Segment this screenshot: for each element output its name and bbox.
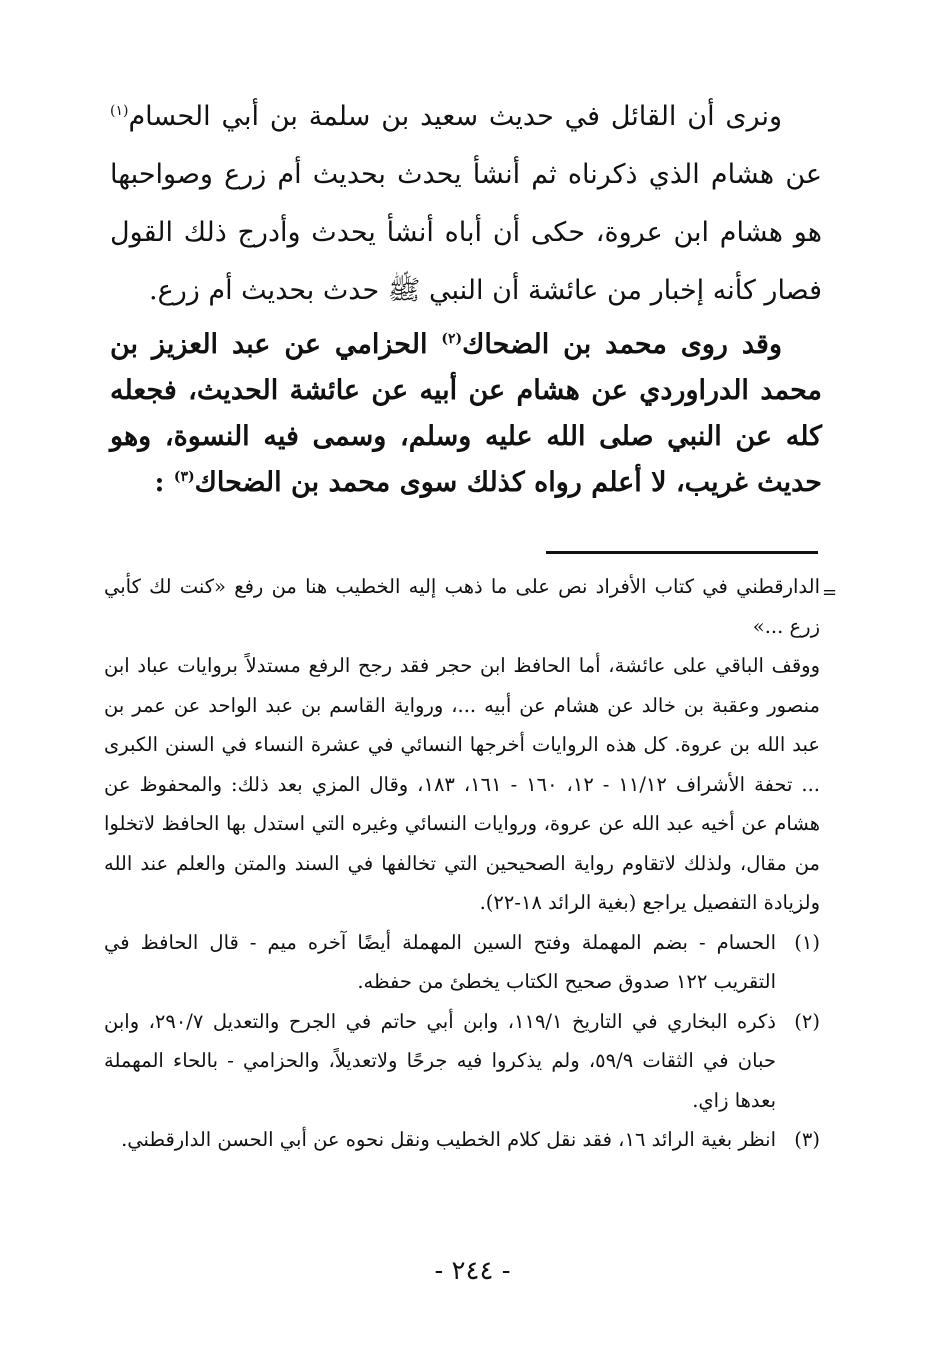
footnote-ref-1[interactable]: (١)	[110, 103, 129, 119]
footnote-number: (١)	[794, 930, 820, 954]
footnote-text: ذكره البخاري في التاريخ ١١٩/١، وابن أبي حاتم في الجرح والتعديل ٢٩٠/٧، وابن حبان في الثقات ٥٩/٩، ولم يذكروا فيه جرحًا ولاتعديلاً، والحزامي - بالحاء المهملة بعدها زاي.	[104, 1009, 776, 1112]
footnote-separator	[546, 551, 818, 554]
footnote-continued-2: ووقف الباقي على عائشة، أما الحافظ ابن حجر فقد رجح الرفع مستدلاً بروايات عباد ابن منصور وعقبة بن خالد عن هشام عن أبيه ...، ورواية القاسم بن عبد الواحد عن عمر بن عبد الله بن عروة. كل هذه الروايات أخرجها النسائي في عشرة النساء في السنن الكبرى ... تحفة الأشراف ١١/١٢ - ١٢، ١٦٠ - ١٦١، ١٨٣، وقال المزي بعد ذلك: والمحفوظ عن هشام عن أخيه عبد الله عن عروة، وروايات النسائي وغيره التي استدل بها الحافظ لاتخلوا من مقال، ولذلك لاتقاوم رواية الصحيحين التي تخالفها في السند والمتن والعلم عند الله ولزيادة التفصيل يراجع (بغية الرائد ١٨-٢٢).	[104, 654, 820, 914]
paragraph-2-start: وقد روى محمد بن الضحاك	[462, 329, 782, 360]
footnote-number: (٣)	[794, 1128, 820, 1151]
paragraph-2-middle: الحزامي عن عبد العزيز بن محمد الدراوردي عن هشام عن أبيه عن عائشة الحديث، فجعله كله عن النبي صلى الله عليه وسلم، وسمى فيه النسوة، وهو حديث غريب، لا أعلم رواه كذلك سوى محمد بن الضحاك	[110, 329, 822, 498]
footnote-ref-2[interactable]: (٢)	[441, 331, 463, 347]
footnote-number: (٢)	[794, 1009, 820, 1033]
footnotes	[104, 567, 820, 1160]
main-text	[110, 88, 822, 506]
footnote-1	[104, 923, 820, 1002]
paragraph-1-start: ونرى أن القائل في حديث سعيد بن سلمة بن أبي الحسام	[128, 101, 782, 132]
footnote-text: انظر بغية الرائد ١٦، فقد نقل كلام الخطيب ونقل نحوه عن أبي الحسن الدارقطني.	[121, 1128, 776, 1151]
footnote-continued-1: الدارقطني في كتاب الأفراد نص على ما ذهب إليه الخطيب هنا من رفع «كنت لك كأبي زرع ...»	[104, 575, 820, 638]
footnote-2	[104, 1002, 820, 1121]
continuation-mark: =	[822, 582, 838, 603]
paragraph-1-rest: عن هشام الذي ذكرناه ثم أنشأ يحدث بحديث أم زرع وصواحبها هو هشام ابن عروة، حكى أن أباه أنشأ يحدث وأدرج ذلك القول فصار كأنه إخبار من عائشة أن النبي ﷺ حدث بحديث أم زرع.	[110, 159, 822, 306]
paragraph-2	[110, 322, 822, 506]
page-number: - ٢٤٤ -	[434, 1256, 511, 1286]
footnote-3	[104, 1120, 820, 1160]
paragraph-2-end: :	[154, 467, 174, 498]
footnote-ref-3[interactable]: (٣)	[173, 469, 195, 485]
paragraph-1	[110, 88, 822, 320]
footnote-text: الحسام - بضم المهملة وفتح السين المهملة أيضًا آخره ميم - قال الحافظ في التقريب ١٢٢ صدوق صحيح الكتاب يخطئ من حفظه.	[104, 930, 776, 993]
